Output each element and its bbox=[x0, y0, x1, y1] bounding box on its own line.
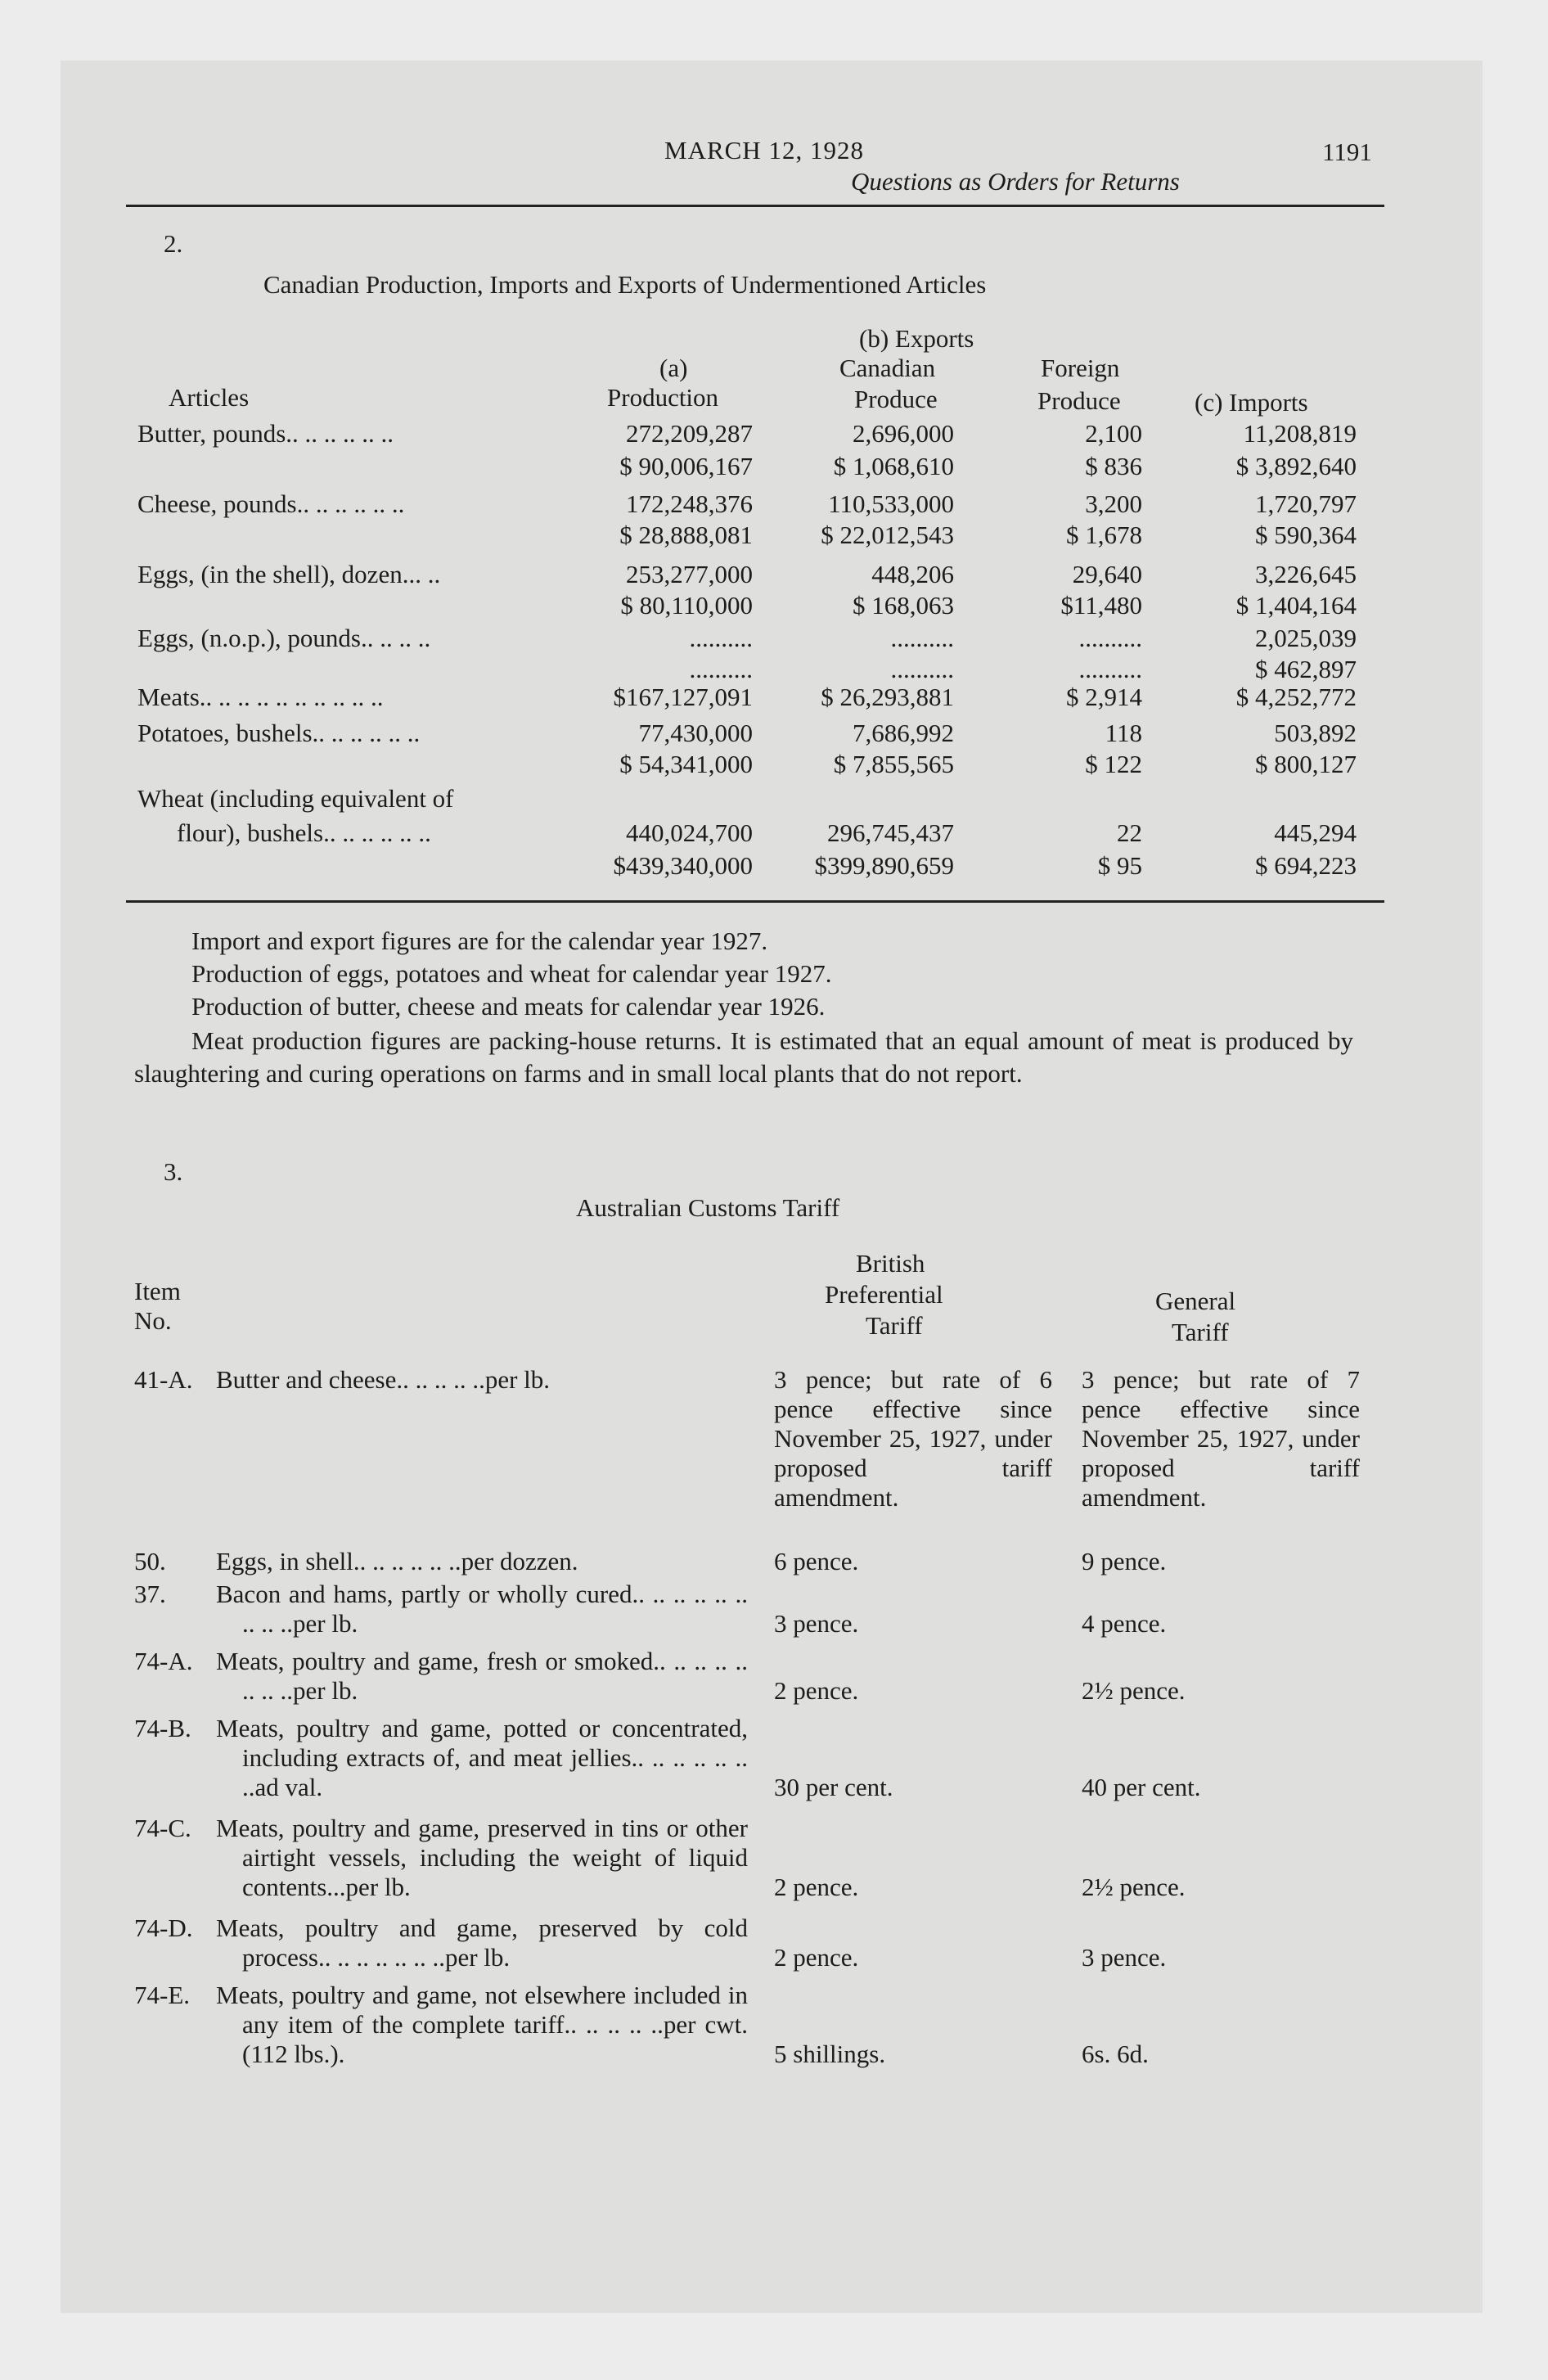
cell-description: Bacon and hams, partly or wholly cured.. .. .. .. .. .. .. .. ..per lb. bbox=[216, 1580, 748, 1638]
col-header-production-a: (a) bbox=[659, 354, 688, 382]
cell-imports: 503,892 bbox=[1274, 719, 1357, 747]
cell-imports: 3,226,645 bbox=[1255, 560, 1357, 588]
section-2-title: Canadian Production, Imports and Exports of Undermentioned Articles bbox=[263, 270, 987, 299]
cell-british-preferential: 2 pence. bbox=[774, 1943, 859, 1972]
cell-canadian: $ 168,063 bbox=[853, 591, 954, 620]
col-header-general-2: Tariff bbox=[1172, 1318, 1229, 1346]
cell-general: 6s. 6d. bbox=[1082, 2040, 1149, 2068]
cell-description: Meats, poultry and game, fresh or smoked.. .. .. .. .. .. .. ..per lb. bbox=[216, 1647, 748, 1705]
note-4: Meat production figures are packing-house returns. It is estimated that an equal amount of meat is produced by slaughtering and curing operations on farms and in small local plants that do not report. bbox=[134, 1026, 1353, 1088]
note-1: Import and export figures are for the calendar year 1927. bbox=[191, 926, 768, 955]
cell-general: 40 per cent. bbox=[1082, 1773, 1201, 1801]
cell-general: 3 pence. bbox=[1082, 1943, 1167, 1972]
cell-foreign: 118 bbox=[1105, 719, 1142, 747]
header-rule bbox=[126, 205, 1384, 207]
cell-foreign: $ 1,678 bbox=[1066, 521, 1142, 549]
cell-canadian: $ 26,293,881 bbox=[821, 683, 954, 711]
cell-canadian: 7,686,992 bbox=[853, 719, 954, 747]
table-bottom-rule bbox=[126, 900, 1384, 903]
cell-canadian: 110,533,000 bbox=[828, 489, 954, 518]
page-number: 1191 bbox=[1322, 137, 1372, 166]
cell-canadian: $ 7,855,565 bbox=[833, 750, 954, 778]
cell-production: .......... bbox=[689, 624, 753, 652]
cell-production: 440,024,700 bbox=[626, 818, 753, 847]
cell-imports: 445,294 bbox=[1274, 818, 1357, 847]
cell-label: Eggs, (n.o.p.), pounds.. .. .. .. bbox=[137, 624, 431, 652]
cell-canadian: 2,696,000 bbox=[853, 419, 954, 448]
cell-label: Butter, pounds.. .. .. .. .. .. bbox=[137, 419, 394, 448]
cell-production: $ 28,888,081 bbox=[619, 521, 753, 549]
cell-imports: $ 4,252,772 bbox=[1235, 683, 1357, 711]
cell-imports: $ 3,892,640 bbox=[1235, 452, 1357, 480]
cell-label: flour), bushels.. .. .. .. .. .. bbox=[177, 818, 431, 847]
cell-label: Wheat (including equivalent of bbox=[137, 784, 454, 813]
cell-canadian: .......... bbox=[890, 624, 954, 652]
col-header-british-2: Preferential bbox=[825, 1280, 943, 1309]
cell-general: 2½ pence. bbox=[1082, 1873, 1186, 1901]
cell-item: 74-A. bbox=[134, 1647, 193, 1675]
cell-item: 74-D. bbox=[134, 1913, 193, 1942]
cell-foreign: $ 95 bbox=[1097, 851, 1142, 880]
col-header-imports: (c) Imports bbox=[1195, 388, 1308, 417]
cell-british-preferential: 2 pence. bbox=[774, 1873, 859, 1901]
cell-production: .......... bbox=[689, 655, 753, 683]
col-header-item: Item bbox=[134, 1277, 181, 1305]
col-header-no: No. bbox=[134, 1306, 172, 1335]
cell-canadian: $ 1,068,610 bbox=[833, 452, 954, 480]
cell-foreign: $ 836 bbox=[1085, 452, 1142, 480]
cell-item: 74-B. bbox=[134, 1714, 191, 1742]
cell-foreign: 2,100 bbox=[1085, 419, 1142, 448]
cell-imports: $ 1,404,164 bbox=[1235, 591, 1357, 620]
cell-imports: $ 694,223 bbox=[1255, 851, 1357, 880]
cell-production: $ 80,110,000 bbox=[620, 591, 753, 620]
cell-british-preferential: 6 pence. bbox=[774, 1547, 859, 1575]
cell-production: 272,209,287 bbox=[626, 419, 753, 448]
cell-description: Meats, poultry and game, preserved in tins or other airtight vessels, including the weight of liquid contents...per lb. bbox=[216, 1814, 748, 1901]
cell-imports: 1,720,797 bbox=[1255, 489, 1357, 518]
cell-label: Meats.. .. .. .. .. .. .. .. .. .. bbox=[137, 683, 384, 711]
cell-british-preferential: 3 pence. bbox=[774, 1609, 859, 1638]
cell-imports: $ 462,897 bbox=[1255, 655, 1357, 683]
col-header-articles: Articles bbox=[169, 383, 250, 412]
cell-production: 172,248,376 bbox=[626, 489, 753, 518]
note-3: Production of butter, cheese and meats for calendar year 1926. bbox=[191, 992, 826, 1021]
cell-foreign: $11,480 bbox=[1060, 591, 1142, 620]
col-header-canadian-produce: Produce bbox=[854, 385, 938, 413]
cell-foreign: .......... bbox=[1078, 655, 1142, 683]
cell-item: 41-A. bbox=[134, 1365, 193, 1394]
col-header-foreign: Foreign bbox=[1041, 354, 1120, 382]
cell-production: 253,277,000 bbox=[626, 560, 753, 588]
cell-label: Potatoes, bushels.. .. .. .. .. .. bbox=[137, 719, 421, 747]
cell-foreign: 29,640 bbox=[1072, 560, 1142, 588]
cell-imports: 2,025,039 bbox=[1255, 624, 1357, 652]
cell-production: $ 90,006,167 bbox=[619, 452, 753, 480]
cell-production: $167,127,091 bbox=[613, 683, 753, 711]
cell-foreign: $ 2,914 bbox=[1066, 683, 1142, 711]
cell-british-preferential: 2 pence. bbox=[774, 1676, 859, 1705]
section-2-number: 2. bbox=[164, 229, 183, 258]
cell-item: 74-C. bbox=[134, 1814, 191, 1842]
cell-general: 9 pence. bbox=[1082, 1547, 1167, 1575]
cell-general: 3 pence; but rate of 7 pence effective since November 25, 1927, under proposed tariff amendment. bbox=[1082, 1365, 1360, 1512]
header-subtitle: Questions as Orders for Returns bbox=[851, 167, 1180, 196]
col-header-british-3: Tariff bbox=[866, 1311, 923, 1340]
cell-canadian: 448,206 bbox=[871, 560, 954, 588]
cell-general: 2½ pence. bbox=[1082, 1676, 1186, 1705]
col-header-canadian: Canadian bbox=[839, 354, 936, 382]
cell-foreign: .......... bbox=[1078, 624, 1142, 652]
note-2: Production of eggs, potatoes and wheat for calendar year 1927. bbox=[191, 959, 832, 988]
cell-foreign: $ 122 bbox=[1085, 750, 1142, 778]
cell-general: 4 pence. bbox=[1082, 1609, 1167, 1638]
col-header-production: Production bbox=[607, 383, 719, 412]
col-header-british-1: British bbox=[856, 1249, 925, 1278]
header-date: MARCH 12, 1928 bbox=[664, 136, 864, 165]
cell-production: $ 54,341,000 bbox=[619, 750, 753, 778]
cell-canadian: .......... bbox=[890, 655, 954, 683]
cell-item: 74-E. bbox=[134, 1981, 191, 2009]
cell-item: 37. bbox=[134, 1580, 166, 1608]
cell-imports: $ 800,127 bbox=[1255, 750, 1357, 778]
cell-description: Eggs, in shell.. .. .. .. .. ..per dozzen. bbox=[216, 1547, 578, 1575]
cell-description: Meats, poultry and game, not elsewhere included in any item of the complete tariff.. .. .. .. ..per cwt. (112 lbs.). bbox=[216, 1981, 748, 2068]
cell-british-preferential: 5 shillings. bbox=[774, 2040, 886, 2068]
cell-imports: 11,208,819 bbox=[1243, 419, 1357, 448]
cell-canadian: $ 22,012,543 bbox=[821, 521, 954, 549]
cell-canadian: $399,890,659 bbox=[814, 851, 954, 880]
cell-description: Meats, poultry and game, preserved by cold process.. .. .. .. .. .. ..per lb. bbox=[216, 1913, 748, 1972]
cell-imports: $ 590,364 bbox=[1255, 521, 1357, 549]
cell-british-preferential: 3 pence; but rate of 6 pence effective since November 25, 1927, under proposed tariff amendment. bbox=[774, 1365, 1052, 1512]
cell-description: Butter and cheese.. .. .. .. ..per lb. bbox=[216, 1365, 551, 1394]
col-header-exports: (b) Exports bbox=[859, 324, 974, 353]
cell-canadian: 296,745,437 bbox=[827, 818, 954, 847]
cell-production: 77,430,000 bbox=[638, 719, 753, 747]
cell-label: Cheese, pounds.. .. .. .. .. .. bbox=[137, 489, 405, 518]
col-header-foreign-produce: Produce bbox=[1037, 386, 1121, 415]
cell-description: Meats, poultry and game, potted or concentrated, including extracts of, and meat jellies.. .. .. .. .. .. ..ad val. bbox=[216, 1714, 748, 1801]
cell-production: $439,340,000 bbox=[613, 851, 753, 880]
cell-foreign: 22 bbox=[1117, 818, 1142, 847]
cell-british-preferential: 30 per cent. bbox=[774, 1773, 893, 1801]
cell-label: Eggs, (in the shell), dozen... .. bbox=[137, 560, 441, 588]
col-header-general-1: General bbox=[1155, 1287, 1236, 1315]
section-3-number: 3. bbox=[164, 1157, 183, 1186]
section-3-title: Australian Customs Tariff bbox=[576, 1193, 840, 1222]
cell-item: 50. bbox=[134, 1547, 166, 1575]
cell-foreign: 3,200 bbox=[1085, 489, 1142, 518]
